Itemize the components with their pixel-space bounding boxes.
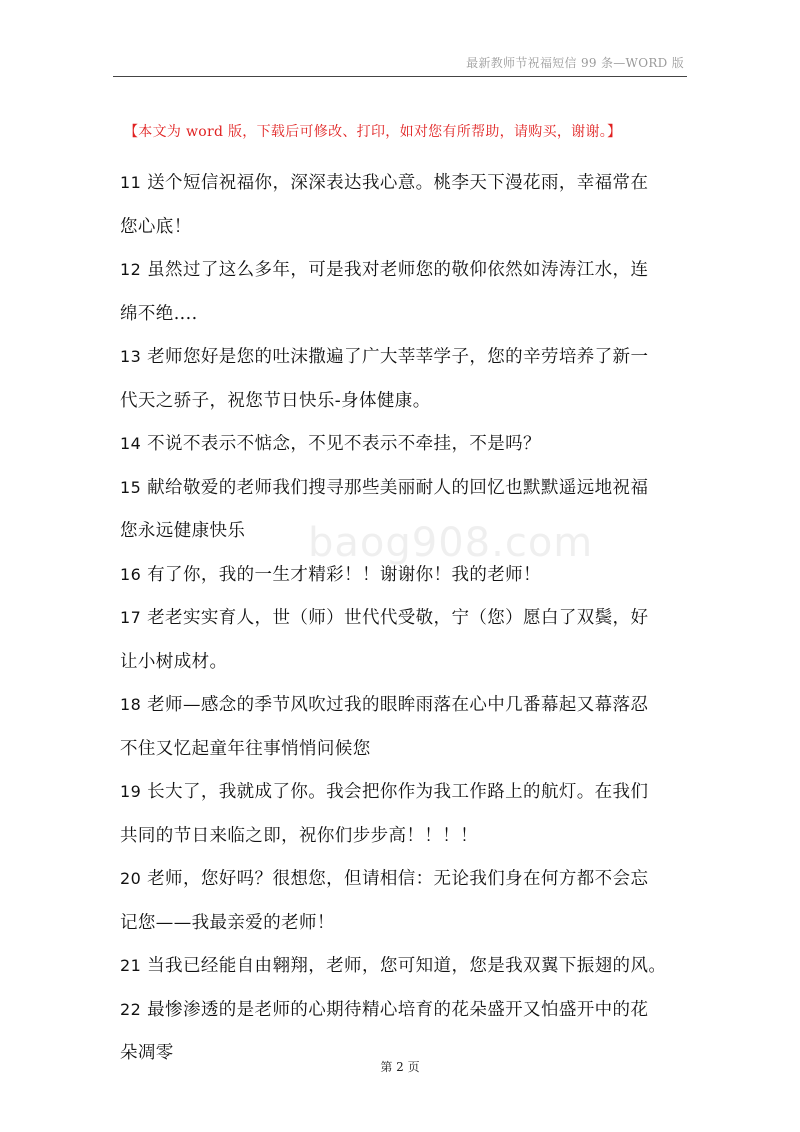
message-text: 送个短信祝福你，深深表达我心意。桃李天下漫花雨，幸福常在	[147, 173, 649, 193]
message-number: 15	[120, 477, 142, 497]
message-text: 不说不表示不惦念，不见不表示不牵挂，不是吗？	[147, 434, 541, 454]
message-text: 共同的节日来临之即，祝你们步步高！！！！	[120, 825, 478, 846]
document-header-title: 最新教师节祝福短信 99 条—WORD 版	[466, 56, 684, 70]
message-number: 19	[120, 782, 142, 801]
message-line	[120, 647, 690, 691]
message-line	[120, 908, 690, 952]
message-text: 老师您好是您的吐沫撒遍了广大莘莘学子，您的辛劳培养了新一	[147, 347, 649, 367]
message-number: 17	[120, 608, 142, 627]
message-line	[120, 473, 690, 517]
message-line	[120, 299, 690, 343]
message-number: 12	[120, 260, 142, 279]
message-text: 您永远健康快乐	[120, 521, 246, 541]
message-line	[120, 212, 690, 256]
message-text: 绵不绝....	[120, 303, 198, 324]
message-line	[120, 821, 690, 865]
message-line	[120, 777, 690, 821]
message-line	[120, 429, 690, 473]
message-text: 老师—感念的季节风吹过我的眼眸雨落在心中几番幕起又幕落忍	[147, 695, 649, 715]
message-text: 有了你，我的一生才精彩！！谢谢你！我的老师！	[147, 564, 541, 585]
message-line	[120, 951, 690, 995]
watermark: baog908.com	[308, 520, 594, 566]
message-number: 11	[120, 173, 142, 192]
message-text: 朵凋零	[120, 1043, 174, 1063]
message-text: 长大了，我就成了你。我会把你作为我工作路上的航灯。在我们	[147, 782, 649, 802]
message-number: 20	[120, 869, 142, 888]
message-number: 18	[120, 695, 142, 714]
message-line	[120, 386, 690, 430]
message-line	[120, 255, 690, 299]
message-line	[120, 864, 690, 908]
message-number: 13	[120, 347, 142, 366]
message-text: 记您——我最亲爱的老师！	[120, 912, 335, 933]
page-number: 第 2 页	[380, 1060, 420, 1074]
message-number: 21	[120, 956, 142, 975]
message-text: 您心底！	[120, 216, 192, 237]
message-text: 老老实实育人，世（师）世代代受敬，宁（您）愿白了双鬓，好	[147, 608, 649, 628]
message-list	[120, 168, 690, 1082]
message-line	[120, 734, 690, 778]
message-line	[120, 516, 690, 560]
message-line	[120, 560, 690, 604]
message-text: 当我已经能自由翱翔，老师，您可知道，您是我双翼下振翅的风。	[147, 956, 667, 976]
message-text: 不住又忆起童年往事悄悄问候您	[120, 738, 371, 759]
notice-banner: 【本文为 word 版，下载后可修改、打印，如对您有所帮助，请购买，谢谢。】	[124, 124, 622, 140]
message-text: 最惨渗透的是老师的心期待精心培育的花朵盛开又怕盛开中的花	[147, 999, 649, 1020]
message-text: 代天之骄子，祝您节日快乐-身体健康。	[120, 390, 431, 411]
message-number: 14	[120, 434, 142, 453]
message-line	[120, 690, 690, 734]
message-text: 虽然过了这么多年，可是我对老师您的敬仰依然如涛涛江水，连	[147, 260, 649, 280]
message-text: 献给敬爱的老师我们搜寻那些美丽耐人的回忆也默默遥远地祝福	[147, 477, 649, 498]
message-line	[120, 603, 690, 647]
message-line	[120, 342, 690, 386]
message-line	[120, 168, 690, 212]
message-text: 让小树成材。	[120, 651, 228, 672]
message-text: 老师，您好吗？很想您，但请相信：无论我们身在何方都不会忘	[147, 869, 649, 889]
message-number: 16	[120, 564, 142, 584]
message-line	[120, 995, 690, 1039]
message-number: 22	[120, 999, 142, 1019]
header-divider	[113, 76, 687, 77]
